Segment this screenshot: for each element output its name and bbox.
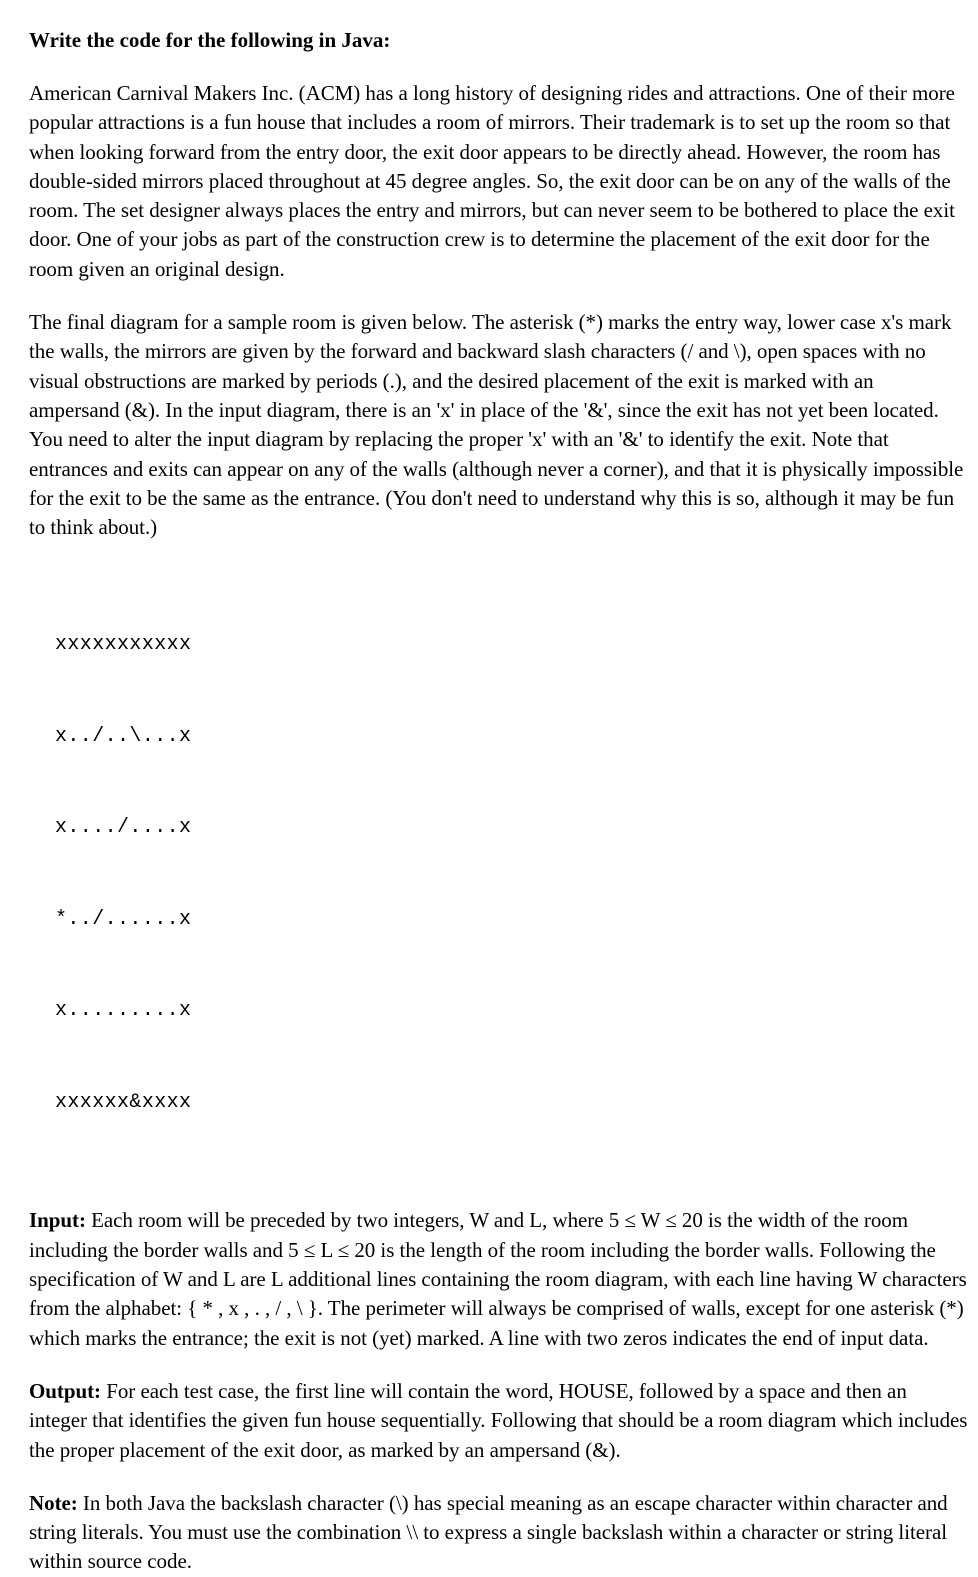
- note-text: In both Java the backslash character (\) has special meaning as an escape character within character and string literals. You must use the combination \\ to express a single backslash within a character or string literal within source code.: [29, 1490, 948, 1574]
- sample-room-diagram: [55, 569, 969, 1179]
- intro-paragraph: American Carnival Makers Inc. (ACM) has a long history of designing rides and attractions. One of their more popular attractions is a fun house that includes a room of mirrors. Their trademark is to set up the room so that when looking forward from the entry door, the exit door appears to be directly ahead. However, the room has double-sided mirrors placed throughout at 45 degree angles. So, the exit door can be on any of the walls of the room. The set designer always places the entry and mirrors, but can never seem to be bothered to place the exit door. One of your jobs as part of the construction crew is to determine the placement of the exit door for the room given an original design.: [29, 81, 955, 281]
- diagram-row: x.........x: [55, 999, 192, 1023]
- page-title: Write the code for the following in Java:: [29, 28, 391, 52]
- diagram-row: xxxxxxxxxxx: [55, 633, 192, 657]
- problem-statement: [29, 18, 969, 1577]
- input-label: Input:: [29, 1208, 86, 1233]
- diagram-row: x..../....x: [55, 816, 192, 840]
- note-label: Note:: [29, 1490, 78, 1515]
- diagram-row: xxxxxx&xxxx: [55, 1090, 192, 1114]
- output-section: [29, 1377, 969, 1465]
- note-section: [29, 1489, 969, 1577]
- input-section: [29, 1206, 969, 1352]
- diagram-row: x../..\...x: [55, 724, 192, 748]
- input-text: Each room will be preceded by two integers, W and L, where 5 ≤ W ≤ 20 is the width of the room including the border walls and 5 ≤ L ≤ 20 is the length of the room including the border walls. Following the specification of W and L are L additional lines containing the room diagram, with each line having W characters from the alphabet: { * , x , . , / , \ }. The perimeter will always be comprised of walls, except for one asterisk (*) which marks the entrance; the exit is not (yet) marked. A line with two zeros indicates the end of input data.: [29, 1208, 967, 1350]
- diagram-row: *../......x: [55, 907, 192, 931]
- output-text: For each test case, the first line will contain the word, HOUSE, followed by a space and then an integer that identifies the given fun house sequentially. Following that should be a room diagram which includes the proper placement of the exit door, as marked by an ampersand (&).: [29, 1378, 968, 1462]
- output-label: Output:: [29, 1378, 102, 1403]
- diagram-description-paragraph: The final diagram for a sample room is given below. The asterisk (*) marks the entry way, lower case x's mark the walls, the mirrors are given by the forward and backward slash characters (/ and \), open spaces with no visual obstructions are marked by periods (.), and the desired placement of the exit is marked with an ampersand (&). In the input diagram, there is an 'x' in place of the '&', since the exit has not yet been located. You need to alter the input diagram by replacing the proper 'x' with an '&' to identify the exit. Note that entrances and exits can appear on any of the walls (although never a corner), and that it is physically impossible for the exit to be the same as the entrance. (You don't need to understand why this is so, although it may be fun to think about.): [29, 310, 964, 540]
